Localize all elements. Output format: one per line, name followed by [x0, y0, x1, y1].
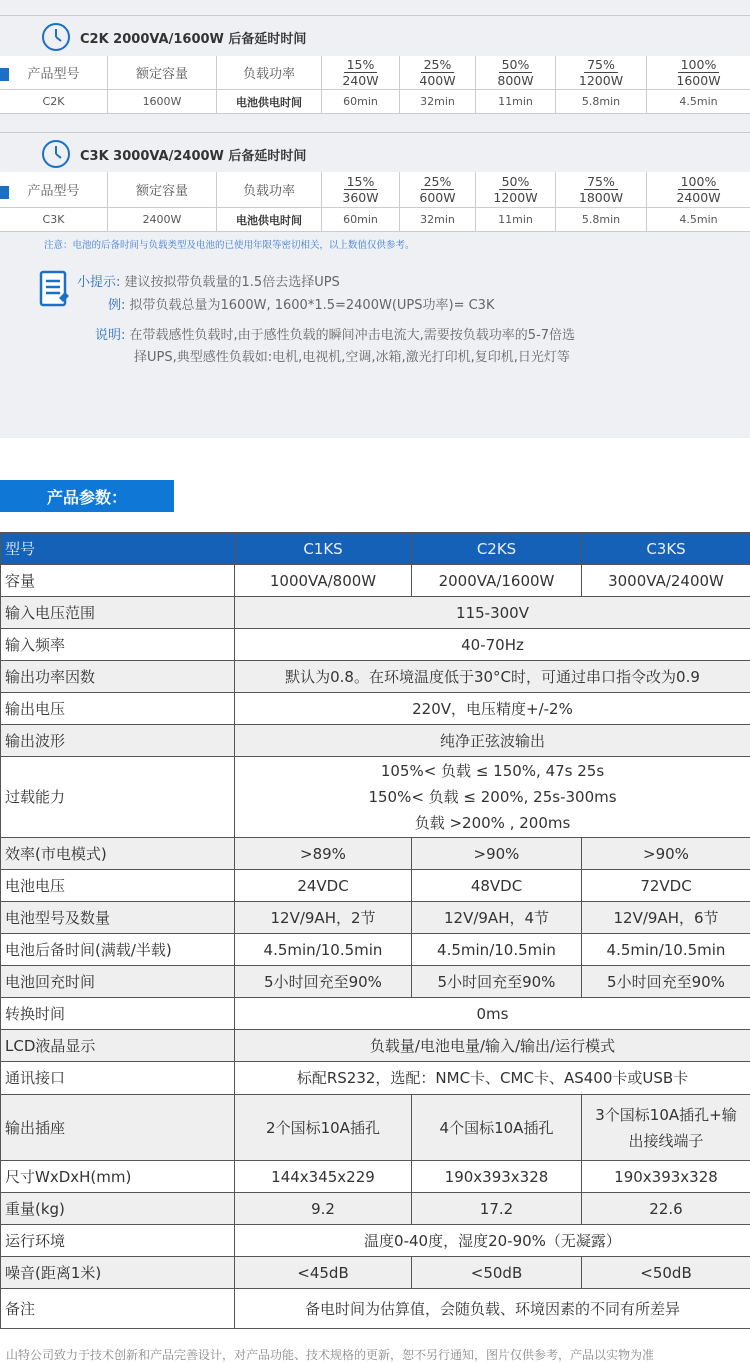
capacity-header: 额定容量 — [108, 172, 217, 208]
table-row — [1, 757, 750, 838]
table-cell: 温度0-40度，湿度20-90%（无凝露） — [235, 1225, 750, 1257]
c3k-title: C3K 3000VA/2400W 后备延时时间 — [80, 145, 306, 164]
row-label: 备注 — [1, 1289, 235, 1329]
table-cell: >89% — [235, 838, 412, 870]
time-cell: 32min — [400, 90, 476, 114]
overload-line: 负载 >200% , 200ms — [235, 810, 750, 836]
table-cell: 4个国标10A插孔 — [412, 1095, 582, 1161]
table-cell: <45dB — [235, 1257, 412, 1289]
row-label: 电池回充时间 — [1, 966, 235, 998]
load-25: $\frac{25\%}{400W}$ — [400, 56, 476, 90]
desc-label: 说明: — [95, 328, 125, 343]
table-cell: 2000VA/1600W — [412, 565, 582, 597]
backup-note: 注意：电池的后备时间与负载类型及电池的已使用年限等密切相关，以上数值仅供参考。 — [44, 237, 415, 251]
table-cell: >90% — [582, 838, 750, 870]
c2k-header-row — [0, 56, 750, 90]
table-row — [1, 1062, 750, 1095]
clock-icon — [41, 22, 71, 52]
row-label: 过载能力 — [1, 757, 235, 838]
table-cell: 备电时间为估算值，会随负载、环境因素的不同有所差异 — [235, 1289, 750, 1329]
c3k-header-row — [0, 172, 750, 208]
table-row — [1, 1030, 750, 1062]
c3k-title-bar — [0, 134, 750, 174]
time-cell: 32min — [400, 208, 476, 232]
time-cell: 5.8min — [556, 208, 647, 232]
table-cell: 2个国标10A插孔 — [235, 1095, 412, 1161]
example-label: 例: — [108, 298, 125, 313]
row-label: 尺寸WxDxH(mm) — [1, 1161, 235, 1193]
desc-text-1: 在带载感性负载时,由于感性负载的瞬间冲击电流大,需要按负载功率的5-7倍选 — [130, 328, 576, 343]
table-cell: >90% — [412, 838, 582, 870]
c2k-title-bar — [0, 17, 750, 57]
table-row — [1, 629, 750, 661]
table-cell: 40-70Hz — [235, 629, 750, 661]
load-50: $\frac{50\%}{1200W}$ — [476, 172, 556, 208]
table-row — [1, 1257, 750, 1289]
c3k-data-row — [0, 208, 750, 232]
table-cell — [235, 757, 750, 838]
row-label: 输出插座 — [1, 1095, 235, 1161]
table-cell: 144x345x229 — [235, 1161, 412, 1193]
load-100: $\frac{100\%}{2400W}$ — [647, 172, 750, 208]
table-row — [1, 998, 750, 1030]
table-row — [1, 1225, 750, 1257]
document-tip-icon — [38, 268, 72, 310]
params-table — [0, 532, 750, 1329]
load-100: $\frac{100\%}{1600W}$ — [647, 56, 750, 90]
row-label: 重量(kg) — [1, 1193, 235, 1225]
clock-icon — [41, 139, 71, 169]
time-cell: 4.5min — [647, 90, 750, 114]
time-cell: 60min — [322, 208, 400, 232]
time-cell: 5.8min — [556, 90, 647, 114]
table-cell: 17.2 — [412, 1193, 582, 1225]
table-row — [1, 693, 750, 725]
table-cell: 5小时回充至90% — [412, 966, 582, 998]
table-row — [1, 1289, 750, 1329]
table-cell: 4.5min/10.5min — [412, 934, 582, 966]
table-cell: 24VDC — [235, 870, 412, 902]
tip-label: 小提示: — [77, 275, 120, 290]
table-row — [1, 565, 750, 597]
tip-text: 建议按拟带负载量的1.5倍去选择UPS — [125, 275, 340, 290]
table-row — [1, 1193, 750, 1225]
table-row — [1, 902, 750, 934]
c2k-title: C2K 2000VA/1600W 后备延时时间 — [80, 28, 306, 47]
divider — [0, 15, 750, 16]
table-row — [1, 533, 750, 565]
load-header: 负载功率 — [217, 172, 322, 208]
table-cell: 标配RS232，选配：NMC卡、CMC卡、AS400卡或USB卡 — [235, 1062, 750, 1095]
model-c3ks: C3KS — [582, 533, 750, 565]
time-cell: 11min — [476, 90, 556, 114]
row-label: 输出功率因数 — [1, 661, 235, 693]
battery-time-label: 电池供电时间 — [217, 90, 322, 114]
params-title: 产品参数： — [0, 480, 174, 512]
table-cell: 4.5min/10.5min — [235, 934, 412, 966]
capacity-header: 额定容量 — [108, 56, 217, 90]
table-row — [1, 934, 750, 966]
c3k-capacity: 2400W — [108, 208, 217, 232]
load-50: $\frac{50\%}{800W}$ — [476, 56, 556, 90]
row-label: 运行环境 — [1, 1225, 235, 1257]
load-25: $\frac{25\%}{600W}$ — [400, 172, 476, 208]
load-header: 负载功率 — [217, 56, 322, 90]
table-row — [1, 1095, 750, 1161]
table-cell: 12V/9AH，2节 — [235, 902, 412, 934]
blue-marker — [0, 68, 9, 81]
table-cell: <50dB — [582, 1257, 750, 1289]
table-cell: 3000VA/2400W — [582, 565, 750, 597]
table-cell — [582, 1095, 750, 1161]
load-75: $\frac{75\%}{1200W}$ — [556, 56, 647, 90]
row-label: 效率(市电模式) — [1, 838, 235, 870]
model-header: 产品型号 — [0, 56, 108, 90]
table-row — [1, 966, 750, 998]
time-cell: 11min — [476, 208, 556, 232]
row-label: LCD液晶显示 — [1, 1030, 235, 1062]
table-cell: 4.5min/10.5min — [582, 934, 750, 966]
outlet-line: 出接线端子 — [582, 1128, 750, 1154]
overload-line: 150%< 负载 ≤ 200%, 25s-300ms — [235, 784, 750, 810]
row-label: 容量 — [1, 565, 235, 597]
c2k-data-row — [0, 90, 750, 114]
battery-time-label: 电池供电时间 — [217, 208, 322, 232]
row-label: 输入频率 — [1, 629, 235, 661]
time-cell: 4.5min — [647, 208, 750, 232]
table-cell: 5小时回充至90% — [582, 966, 750, 998]
row-label: 型号 — [1, 533, 235, 565]
footer-disclaimer: 山特公司致力于技术创新和产品完善设计，对产品功能、技术规格的更新，恕不另行通知，图片仅供参考，产品以实物为准 — [0, 1346, 750, 1363]
table-cell: 12V/9AH，4节 — [412, 902, 582, 934]
table-cell: 220V，电压精度+/-2% — [235, 693, 750, 725]
c2k-model: C2K — [0, 90, 108, 114]
table-cell: 9.2 — [235, 1193, 412, 1225]
example-text: 拟带负载总量为1600W, 1600*1.5=2400W(UPS功率)= C3K — [130, 298, 495, 313]
load-15: $\frac{15\%}{360W}$ — [322, 172, 400, 208]
backup-time-panel — [0, 0, 750, 438]
row-label: 电池型号及数量 — [1, 902, 235, 934]
table-row — [1, 870, 750, 902]
example-row — [108, 294, 494, 313]
table-cell: 22.6 — [582, 1193, 750, 1225]
table-cell: 12V/9AH，6节 — [582, 902, 750, 934]
table-cell: <50dB — [412, 1257, 582, 1289]
table-row — [1, 1161, 750, 1193]
table-cell: 48VDC — [412, 870, 582, 902]
overload-line: 105%< 负载 ≤ 150%, 47s 25s — [235, 758, 750, 784]
row-label: 电池后备时间(满载/半载) — [1, 934, 235, 966]
table-cell: 负载量/电池电量/输入/输出/运行模式 — [235, 1030, 750, 1062]
time-cell: 60min — [322, 90, 400, 114]
table-cell: 190x393x328 — [582, 1161, 750, 1193]
table-row — [1, 838, 750, 870]
load-75: $\frac{75\%}{1800W}$ — [556, 172, 647, 208]
row-label: 输出电压 — [1, 693, 235, 725]
table-row — [1, 661, 750, 693]
table-cell: 纯净正弦波输出 — [235, 725, 750, 757]
row-label: 噪音(距离1米) — [1, 1257, 235, 1289]
blue-marker — [0, 186, 9, 199]
model-c2ks: C2KS — [412, 533, 582, 565]
table-cell: 115-300V — [235, 597, 750, 629]
table-cell: 5小时回充至90% — [235, 966, 412, 998]
table-cell: 1000VA/800W — [235, 565, 412, 597]
table-cell: 190x393x328 — [412, 1161, 582, 1193]
load-15: $\frac{15\%}{240W}$ — [322, 56, 400, 90]
table-cell: 默认为0.8。在环境温度低于30°C时，可通过串口指令改为0.9 — [235, 661, 750, 693]
table-row — [1, 725, 750, 757]
desc-row — [95, 324, 575, 343]
c2k-capacity: 1600W — [108, 90, 217, 114]
tip-row — [77, 271, 340, 290]
row-label: 电池电压 — [1, 870, 235, 902]
row-label: 转换时间 — [1, 998, 235, 1030]
row-label: 通讯接口 — [1, 1062, 235, 1095]
table-cell: 0ms — [235, 998, 750, 1030]
table-cell: 72VDC — [582, 870, 750, 902]
table-row — [1, 597, 750, 629]
divider — [0, 132, 750, 133]
desc-text-2: 择UPS,典型感性负载如:电机,电视机,空调,冰箱,激光打印机,复印机,日光灯等 — [134, 346, 570, 365]
c3k-model: C3K — [0, 208, 108, 232]
outlet-line: 3个国标10A插孔+输 — [582, 1102, 750, 1128]
row-label: 输入电压范围 — [1, 597, 235, 629]
model-header: 产品型号 — [0, 172, 108, 208]
row-label: 输出波形 — [1, 725, 235, 757]
model-c1ks: C1KS — [235, 533, 412, 565]
